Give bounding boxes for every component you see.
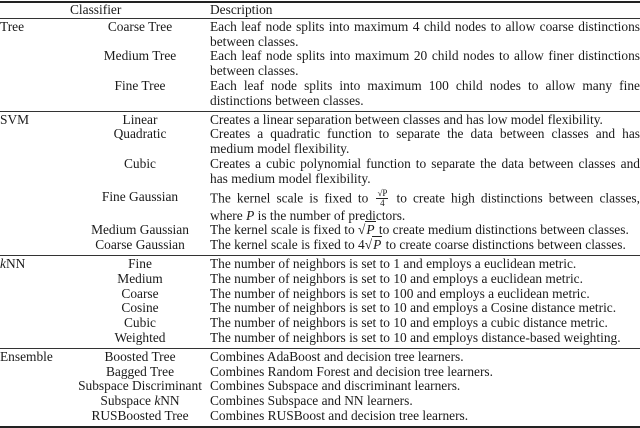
classifier-name: Medium bbox=[117, 270, 163, 286]
classifier-description: Each leaf node splits into maximum 4 child nodes to allow coarse distinctions between classes. bbox=[210, 18, 640, 49]
formula-variable: P bbox=[246, 207, 255, 223]
knn-k: k bbox=[0, 255, 6, 271]
classifier-name: Subspace Discriminant bbox=[78, 378, 202, 394]
classifier-description: The number of neighbors is set to 100 and employs a euclidean metric. bbox=[210, 285, 590, 301]
table-row bbox=[0, 49, 640, 79]
description-text: The kernel scale is fixed to bbox=[210, 237, 355, 253]
classifier-description bbox=[210, 187, 640, 224]
classifier-name: Coarse bbox=[121, 285, 159, 301]
group-tree bbox=[0, 18, 640, 111]
description-text: to create high distinctions between classes, where bbox=[210, 190, 640, 223]
classifier-name: Coarse Tree bbox=[107, 18, 173, 34]
table-row bbox=[0, 379, 640, 394]
table-row bbox=[0, 301, 640, 316]
table-row bbox=[0, 187, 640, 224]
classifier-description: Creates a cubic polynomial function to separate the data between classes and has medium model flexibility. bbox=[210, 155, 640, 186]
formula-variable: P bbox=[366, 222, 375, 238]
table-row bbox=[0, 111, 640, 127]
classifier-name: Cubic bbox=[124, 315, 156, 331]
classifier-description: Combines RUSBoost and decision tree learners. bbox=[210, 407, 469, 423]
table-row bbox=[0, 316, 640, 331]
description-text: The kernel scale is fixed to bbox=[210, 190, 369, 206]
table-row bbox=[0, 287, 640, 302]
formula-numerator: √P bbox=[377, 187, 388, 198]
classifier-name: RUSBoosted Tree bbox=[91, 407, 189, 423]
table-row bbox=[0, 18, 640, 49]
classifier-description: Combines Subspace and discriminant learners. bbox=[210, 378, 461, 394]
classifier-name: Fine Tree bbox=[114, 77, 166, 93]
table-row bbox=[0, 394, 640, 409]
table-row bbox=[0, 331, 640, 348]
classifier-name: Coarse Gaussian bbox=[95, 237, 185, 253]
classifier-description: The number of neighbors is set to 10 and employs a cubic distance metric. bbox=[210, 315, 608, 331]
table-row bbox=[0, 272, 640, 287]
group-label-ensemble: Ensemble bbox=[0, 348, 53, 364]
classifier-name: Boosted Tree bbox=[104, 348, 176, 364]
classifier-description bbox=[210, 238, 640, 255]
classifier-table bbox=[0, 1, 640, 428]
classifier-description: The number of neighbors is set to 10 and employs a euclidean metric. bbox=[210, 270, 583, 286]
classifier-name: Bagged Tree bbox=[105, 363, 175, 379]
formula-sqrt-p-over-4 bbox=[376, 189, 388, 208]
description-text: to create coarse distinctions between classes. bbox=[385, 237, 626, 253]
table-row bbox=[0, 348, 640, 364]
table-row bbox=[0, 255, 640, 271]
classifier-description: Combines Subspace and NN learners. bbox=[210, 393, 413, 409]
table-row bbox=[0, 409, 640, 427]
table-row bbox=[0, 223, 640, 238]
formula-sqrt-p: √P bbox=[358, 222, 375, 238]
classifier-description: The number of neighbors is set to 1 and employs a euclidean metric. bbox=[210, 255, 577, 271]
classifier-description: Combines AdaBoost and decision tree learners. bbox=[210, 348, 464, 364]
classifier-name: Fine bbox=[128, 255, 152, 271]
description-text: to create medium distinctions between classes. bbox=[378, 222, 629, 238]
classifier-name: Cubic bbox=[124, 155, 156, 171]
classifier-description: Each leaf node splits into maximum 20 child nodes to allow finer distinctions between classes. bbox=[210, 48, 640, 79]
table-header-row bbox=[0, 2, 640, 18]
classifier-name bbox=[70, 394, 210, 409]
knn-rest: NN bbox=[160, 393, 180, 409]
classifier-name: Quadratic bbox=[113, 126, 167, 142]
table-row bbox=[0, 79, 640, 111]
classifier-description bbox=[210, 223, 640, 238]
group-label-tree: Tree bbox=[0, 18, 25, 34]
classifier-name: Linear bbox=[122, 111, 158, 127]
knn-rest: NN bbox=[5, 255, 26, 271]
formula-variable: P bbox=[373, 237, 382, 253]
table-row bbox=[0, 127, 640, 157]
table-row bbox=[0, 365, 640, 380]
group-label-svm: SVM bbox=[0, 111, 30, 127]
classifier-description: Creates a quadratic function to separate the data between classes and has medium model flexibility. bbox=[210, 126, 640, 157]
classifier-description: Creates a linear separation between classes and has low model flexibility. bbox=[210, 111, 603, 127]
formula-denominator: 4 bbox=[380, 197, 385, 208]
group-svm bbox=[0, 111, 640, 255]
classifier-description: The number of neighbors is set to 10 and employs a Cosine distance metric. bbox=[210, 300, 617, 316]
description-text: The kernel scale is fixed to bbox=[210, 222, 355, 238]
description-text: is the number of predictors. bbox=[257, 207, 406, 223]
classifier-name: Medium Gaussian bbox=[91, 222, 189, 238]
classifier-name: Medium Tree bbox=[103, 48, 177, 64]
knn-k: k bbox=[154, 393, 161, 409]
classifier-description: The number of neighbors is set to 10 and employs distance-based weighting. bbox=[210, 329, 621, 345]
header-description: Description bbox=[210, 2, 273, 17]
header-group bbox=[0, 2, 70, 18]
group-knn bbox=[0, 255, 640, 348]
classifier-name: Cosine bbox=[121, 300, 159, 316]
classifier-description: Each leaf node splits into maximum 100 child nodes to allow many fine distinctions between classes. bbox=[210, 77, 640, 108]
classifier-name: Weighted bbox=[114, 329, 166, 345]
formula-4-sqrt-p: 4√P bbox=[358, 237, 382, 253]
classifier-name-pre: Subspace bbox=[100, 393, 151, 409]
classifier-name: Fine Gaussian bbox=[101, 188, 179, 204]
classifier-description: Combines Random Forest and decision tree learners. bbox=[210, 363, 493, 379]
table-row bbox=[0, 238, 640, 255]
header-classifier: Classifier bbox=[70, 2, 122, 17]
group-label-knn bbox=[0, 255, 70, 348]
group-ensemble bbox=[0, 348, 640, 426]
formula-coefficient: 4 bbox=[358, 237, 365, 253]
table-row bbox=[0, 157, 640, 187]
